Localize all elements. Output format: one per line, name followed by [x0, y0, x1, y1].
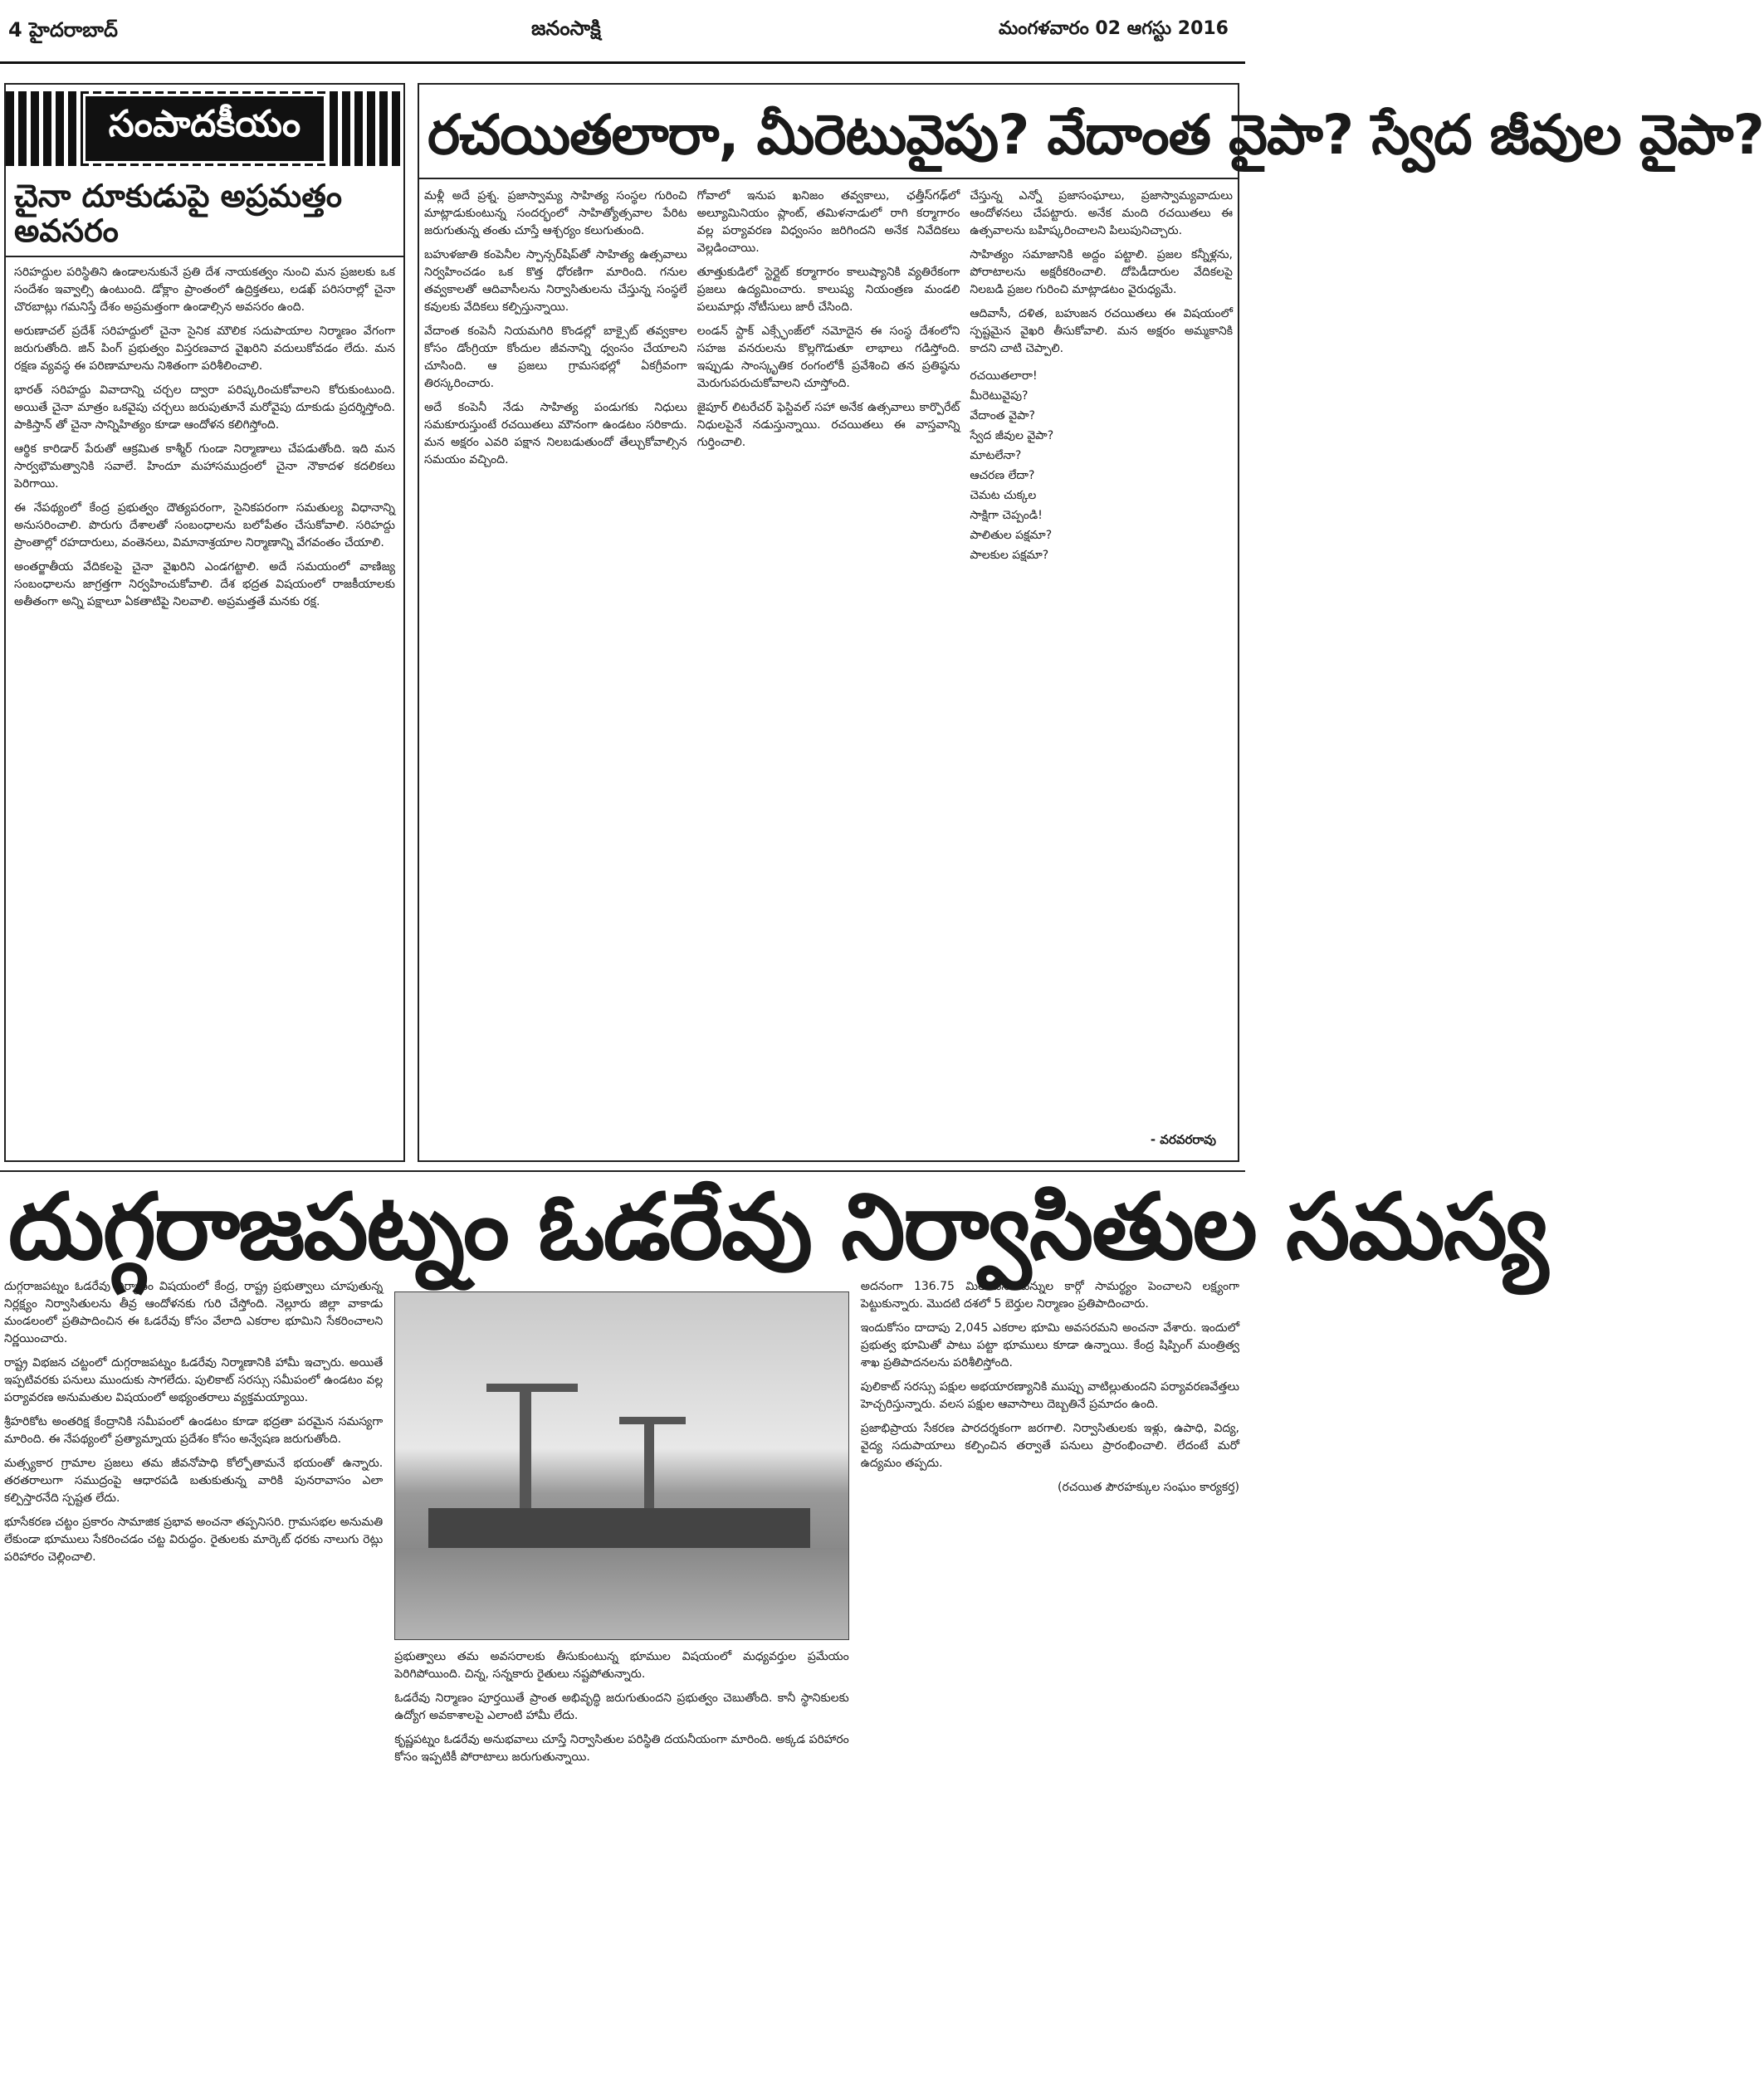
- paragraph: అదే కంపెనీ నేడు సాహిత్య పండుగకు నిధులు సమకూరుస్తుంటే రచయితలు మౌనంగా ఉండటం సరికాదు. మన అక్షరం ఎవరి పక్షాన నిలబడుతుందో తేల్చుకోవాల్సిన సమయం వచ్చింది.: [424, 401, 687, 466]
- paragraph: భారత్ సరిహద్దు వివాదాన్ని చర్చల ద్వారా పరిష్కరించుకోవాలని కోరుకుంటుంది. అయితే చైనా మాత్రం ఒకవైపు చర్చలు జరుపుతూనే మరోవైపు దూకుడు ప్రదర్శిస్తోంది. పాకిస్తాన్ తో చైనా సాన్నిహిత్యం కూడా ఆందోళన కలిగిస్తోంది.: [14, 383, 395, 432]
- editorial-body: [6, 257, 403, 624]
- paragraph: భూసేకరణ చట్టం ప్రకారం సామాజిక ప్రభావ అంచనా తప్పనిసరి. గ్రామసభల అనుమతి లేకుండా భూములు సేకరించడం చట్ట విరుద్ధం. రైతులకు మార్కెట్ ధరకు నాలుగు రెట్లు పరిహారం చెల్లించాలి.: [4, 1516, 384, 1564]
- paragraph: మత్స్యకార గ్రామాల ప్రజలు తమ జీవనోపాధి కోల్పోతామనే భయంతో ఉన్నారు. తరతరాలుగా సముద్రంపై ఆధారపడి బతుకుతున్న వారికి పునరావాసం ఎలా కల్పిస్తారనేది స్పష్టత లేదు.: [4, 1457, 384, 1505]
- crane-shape: [486, 1384, 578, 1392]
- editorial-label: సంపాదకీయం: [83, 94, 326, 164]
- paragraph: అంతర్జాతీయ వేదికలపై చైనా వైఖరిని ఎండగట్టాలి. అదే సమయంలో వాణిజ్య సంబంధాలను జాగ్రత్తగా నిర్వహించుకోవాలి. దేశ భద్రత విషయంలో రాజకీయాలకు అతీతంగా అన్ని పక్షాలూ ఏకతాటిపై నిలవాలి. అప్రమత్తతే మనకు రక్ష.: [14, 559, 395, 608]
- paragraph: శ్రీహరికోట అంతరిక్ష కేంద్రానికి సమీపంలో ఉండటం కూడా భద్రతా పరమైన సమస్యగా మారింది. ఈ నేపథ్యంలో ప్రత్యామ్నాయ ప్రదేశం కోసం అన్వేషణ జరుగుతోంది.: [4, 1415, 384, 1446]
- feature-poem: రచయితలారా! మీరెటువైపు? వేదాంత వైపా? స్వేద జీవుల వైపా? మాటలేనా? ఆచరణ లేదా? చెమట చుక్కల సాక్షిగా చెప్పండి! పాలితుల పక్షమా? పాలకుల పక్షమా?: [970, 369, 1054, 562]
- feature-headline: రచయితలారా, మీరెటువైపు? వేదాంత వైపా? స్వేద జీవుల వైపా?: [419, 85, 1238, 179]
- author-credit: (రచయిత పౌరహక్కుల సంఘం కార్యకర్త): [1058, 1481, 1239, 1494]
- paragraph: ఆదివాసీ, దళిత, బహుజన రచయితలు ఈ విషయంలో స్పష్టమైన వైఖరి తీసుకోవాలి. మన అక్షరం అమ్మకానికి కాదని చాటి చెప్పాలి.: [970, 307, 1234, 355]
- paragraph: ప్రభుత్వాలు తమ అవసరాలకు తీసుకుంటున్న భూముల విషయంలో మధ్యవర్తుల ప్రమేయం పెరిగిపోయింది. చిన్న, సన్నకారు రైతులు నష్టపోతున్నారు.: [394, 1650, 849, 1681]
- paragraph: రాష్ట్ర విభజన చట్టంలో దుగ్గరాజపట్నం ఓడరేవు నిర్మాణానికి హామీ ఇచ్చారు. అయితే ఇప్పటివరకు పనులు ముందుకు సాగలేదు. పులికాట్ సరస్సు సమీపంలో ఉండటం వల్ల పర్యావరణ అనుమతుల విషయంలో అభ్యంతరాలు వ్యక్తమయ్యాయి.: [4, 1356, 384, 1404]
- paragraph: బహుళజాతి కంపెనీల స్పాన్సర్‌షిప్‌తో సాహిత్య ఉత్సవాలు నిర్వహించడం ఒక కొత్త ధోరణిగా మారింది. గనుల తవ్వకాలతో ఆదివాసీలను నిర్వాసితులను చేస్తున్న సంస్థలే కవులకు వేదికలు కల్పిస్తున్నాయి.: [424, 248, 687, 314]
- paragraph: ఇందుకోసం దాదాపు 2,045 ఎకరాల భూమి అవసరమని అంచనా వేశారు. ఇందులో ప్రభుత్వ భూమితో పాటు పట్టా భూములు కూడా ఉన్నాయి. కేంద్ర షిప్పింగ్ మంత్రిత్వ శాఖ ప్రతిపాదనలను పరిశీలిస్తోంది.: [860, 1321, 1239, 1370]
- paragraph: ఈ నేపథ్యంలో కేంద్ర ప్రభుత్వం దౌత్యపరంగా, సైనికపరంగా సమతుల్య విధానాన్ని అనుసరించాలి. పొరుగు దేశాలతో సంబంధాలను బలోపేతం చేసుకోవాలి. సరిహద్దు ప్రాంతాల్లో రహదారులు, వంతెనలు, విమానాశ్రయాల నిర్మాణాన్ని వేగవంతం చేయాలి.: [14, 500, 395, 549]
- paragraph: అదనంగా 136.75 మిలియన్ టన్నుల కార్గో సామర్థ్యం పెంచాలని లక్ష్యంగా పెట్టుకున్నారు. మొదటి దశలో 5 బెర్తుల నిర్మాణం ప్రతిపాదించారు.: [860, 1280, 1239, 1311]
- paragraph: పులికాట్ సరస్సు పక్షుల అభయారణ్యానికి ముప్పు వాటిల్లుతుందని పర్యావరణవేత్తలు హెచ్చరిస్తున్నారు. వలస పక్షుల ఆవాసాలు దెబ్బతినే ప్రమాదం ఉంది.: [860, 1380, 1239, 1411]
- water-area: [395, 1548, 848, 1639]
- section-divider: [0, 1170, 1245, 1172]
- port-photo: [394, 1291, 849, 1640]
- paragraph: గోవాలో ఇనుప ఖనిజం తవ్వకాలు, ఛత్తీస్‌గఢ్‌లో అల్యూమినియం ప్లాంట్, తమిళనాడులో రాగి కర్మాగారం వల్ల పర్యావరణ విధ్వంసం జరిగిందని అనేక నివేదికలు వెల్లడించాయి.: [696, 189, 960, 255]
- paragraph: ఓడరేవు నిర్మాణం పూర్తయితే ప్రాంత అభివృద్ధి జరుగుతుందని ప్రభుత్వం చెబుతోంది. కానీ స్థానికులకు ఉద్యోగ అవకాశాలపై ఎలాంటి హామీ లేదు.: [394, 1692, 849, 1722]
- editorial-title: చైనా దూకుడుపై అప్రమత్తం అవసరం: [6, 166, 403, 257]
- paragraph: ప్రజాభిప్రాయ సేకరణ పారదర్శకంగా జరగాలి. నిర్వాసితులకు ఇళ్లు, ఉపాధి, విద్య, వైద్య సదుపాయాలు కల్పించిన తర్వాతే పనులు ప్రారంభించాలి. లేదంటే మరో ఉద్యమం తప్పదు.: [860, 1422, 1239, 1470]
- port-article: [4, 1278, 1239, 2071]
- paragraph: సరిహద్దుల పరిస్థితిని ఉండాలనుకునే ప్రతి దేశ నాయకత్వం నుంచి మన ప్రజలకు ఒక సందేశం ఇవ్వాల్సి ఉంటుంది. డోక్లాం ప్రాంతంలో ఉద్రిక్తతలు, లడఖ్ పరిసరాల్లో చైనా చొరబాట్లు గమనిస్తే దేశం అప్రమత్తంగా ఉండాల్సిన అవసరం ఉంది.: [14, 265, 395, 314]
- feature-article: [418, 83, 1764, 1162]
- paragraph: జైపూర్ లిటరేచర్ ఫెస్టివల్ సహా అనేక ఉత్సవాలు కార్పొరేట్ నిధులపైనే నడుస్తున్నాయి. రచయితలు ఈ వాస్తవాన్ని గుర్తించాలి.: [696, 401, 960, 449]
- paragraph: మళ్లీ అదే ప్రశ్న. ప్రజాస్వామ్య సాహిత్య సంస్థల గురించి మాట్లాడుకుంటున్న సందర్భంలో సాహిత్యోత్సవాల పేరిట జరుగుతున్న తంతు చూస్తే ఆశ్చర్యం కలుగుతుంది.: [424, 189, 687, 237]
- feature-columns: [419, 179, 1238, 574]
- article-col-3: [861, 1278, 1239, 2071]
- paragraph: లండన్ స్టాక్ ఎక్స్ఛేంజ్‌లో నమోదైన ఈ సంస్థ దేశంలోని సహజ వనరులను కొల్లగొడుతూ లాభాలు గడిస్తోంది. ఇప్పుడు సాంస్కృతిక రంగంలోకీ ప్రవేశించి తన ప్రతిష్ఠను మెరుగుపరుచుకోవాలని చూస్తోంది.: [696, 325, 960, 390]
- crane-shape: [520, 1384, 531, 1525]
- editorial-banner: [6, 91, 403, 166]
- editorial-column: [4, 83, 405, 1162]
- paragraph: అరుణాచల్ ప్రదేశ్ సరిహద్దులో చైనా సైనిక మౌలిక సదుపాయాల నిర్మాణం వేగంగా జరుగుతోంది. జిన్ పింగ్ ప్రభుత్వం విస్తరణవాద వైఖరిని వదులుకోవడం లేదు. మన రక్షణ వ్యవస్థ ఈ పరిణామాలను నిశితంగా పరిశీలించాలి.: [14, 324, 395, 373]
- feature-col-3: [970, 188, 1233, 565]
- paragraph: దుగ్గరాజపట్నం ఓడరేవు నిర్మాణం విషయంలో కేంద్ర, రాష్ట్ర ప్రభుత్వాలు చూపుతున్న నిర్లక్ష్యం నిర్వాసితులను తీవ్ర ఆందోళనకు గురి చేస్తోంది. నెల్లూరు జిల్లా వాకాడు మండలంలో ప్రతిపాదించిన ఈ ఓడరేవు కోసం వేలాది ఎకరాల భూమిని సేకరించాలని నిర్ణయించారు.: [4, 1280, 384, 1345]
- paragraph: చేస్తున్న ఎన్నో ప్రజాసంఘాలు, ప్రజాస్వామ్యవాదులు ఆందోళనలు చేపట్టారు. అనేక మంది రచయితలు ఈ ఉత్సవాలను బహిష్కరించాలని పిలుపునిచ్చారు.: [970, 189, 1234, 237]
- paragraph: తూత్తుకుడిలో స్టెర్లైట్ కర్మాగారం కాలుష్యానికి వ్యతిరేకంగా ప్రజలు ఉద్యమించారు. కాలుష్య నియంత్రణ మండలి పలుమార్లు నోటీసులు జారీ చేసింది.: [696, 266, 960, 314]
- article-col-1: [4, 1278, 383, 2071]
- author-byline: - వరవరరావు: [1150, 1132, 1216, 1147]
- paragraph: సాహిత్యం సమాజానికి అద్దం పట్టాలి. ప్రజల కన్నీళ్లను, పోరాటాలను అక్షరీకరించాలి. దోపిడీదారుల వేదికలపై నిలబడి ప్రజల గురించి మాట్లాడటం వైరుధ్యమే.: [970, 248, 1234, 296]
- page-number-city: 4 హైదరాబాద్: [8, 18, 118, 42]
- issue-date: మంగళవారం 02 ఆగస్టు 2016: [999, 18, 1229, 39]
- paragraph: వేదాంత కంపెనీ నియమగిరి కొండల్లో బాక్సైట్ తవ్వకాల కోసం డోంగ్రియా కోందుల జీవనాన్ని ధ్వంసం చేయాలని చూసింది. ఆ ప్రజలు గ్రామసభల్లో ఏకగ్రీవంగా తిరస్కరించారు.: [424, 325, 687, 390]
- paragraph: కృష్ణపట్నం ఓడరేవు అనుభవాలు చూస్తే నిర్వాసితుల పరిస్థితి దయనీయంగా మారింది. అక్కడ పరిహారం కోసం ఇప్పటికీ పోరాటాలు జరుగుతున్నాయి.: [394, 1733, 849, 1764]
- header-rule: [0, 61, 1245, 64]
- article-headline: దుగ్గరాజపట్నం ఓడరేవు నిర్వాసితుల సమస్య: [8, 1174, 1547, 1280]
- page-header: [0, 0, 1245, 71]
- masthead: జనంసాక్షి: [531, 17, 601, 40]
- ship-shape: [428, 1508, 810, 1550]
- crane-shape: [619, 1417, 686, 1424]
- article-col-2: [394, 1278, 849, 2071]
- feature-col-1: [424, 188, 687, 565]
- feature-col-2: [697, 188, 960, 565]
- paragraph: ఆర్థిక కారిడార్ పేరుతో ఆక్రమిత కాశ్మీర్ గుండా నిర్మాణాలు చేపడుతోంది. ఇది మన సార్వభౌమత్వానికి సవాలే. హిందూ మహాసముద్రంలో చైనా నౌకాదళ కదలికలు పెరిగాయి.: [14, 442, 395, 491]
